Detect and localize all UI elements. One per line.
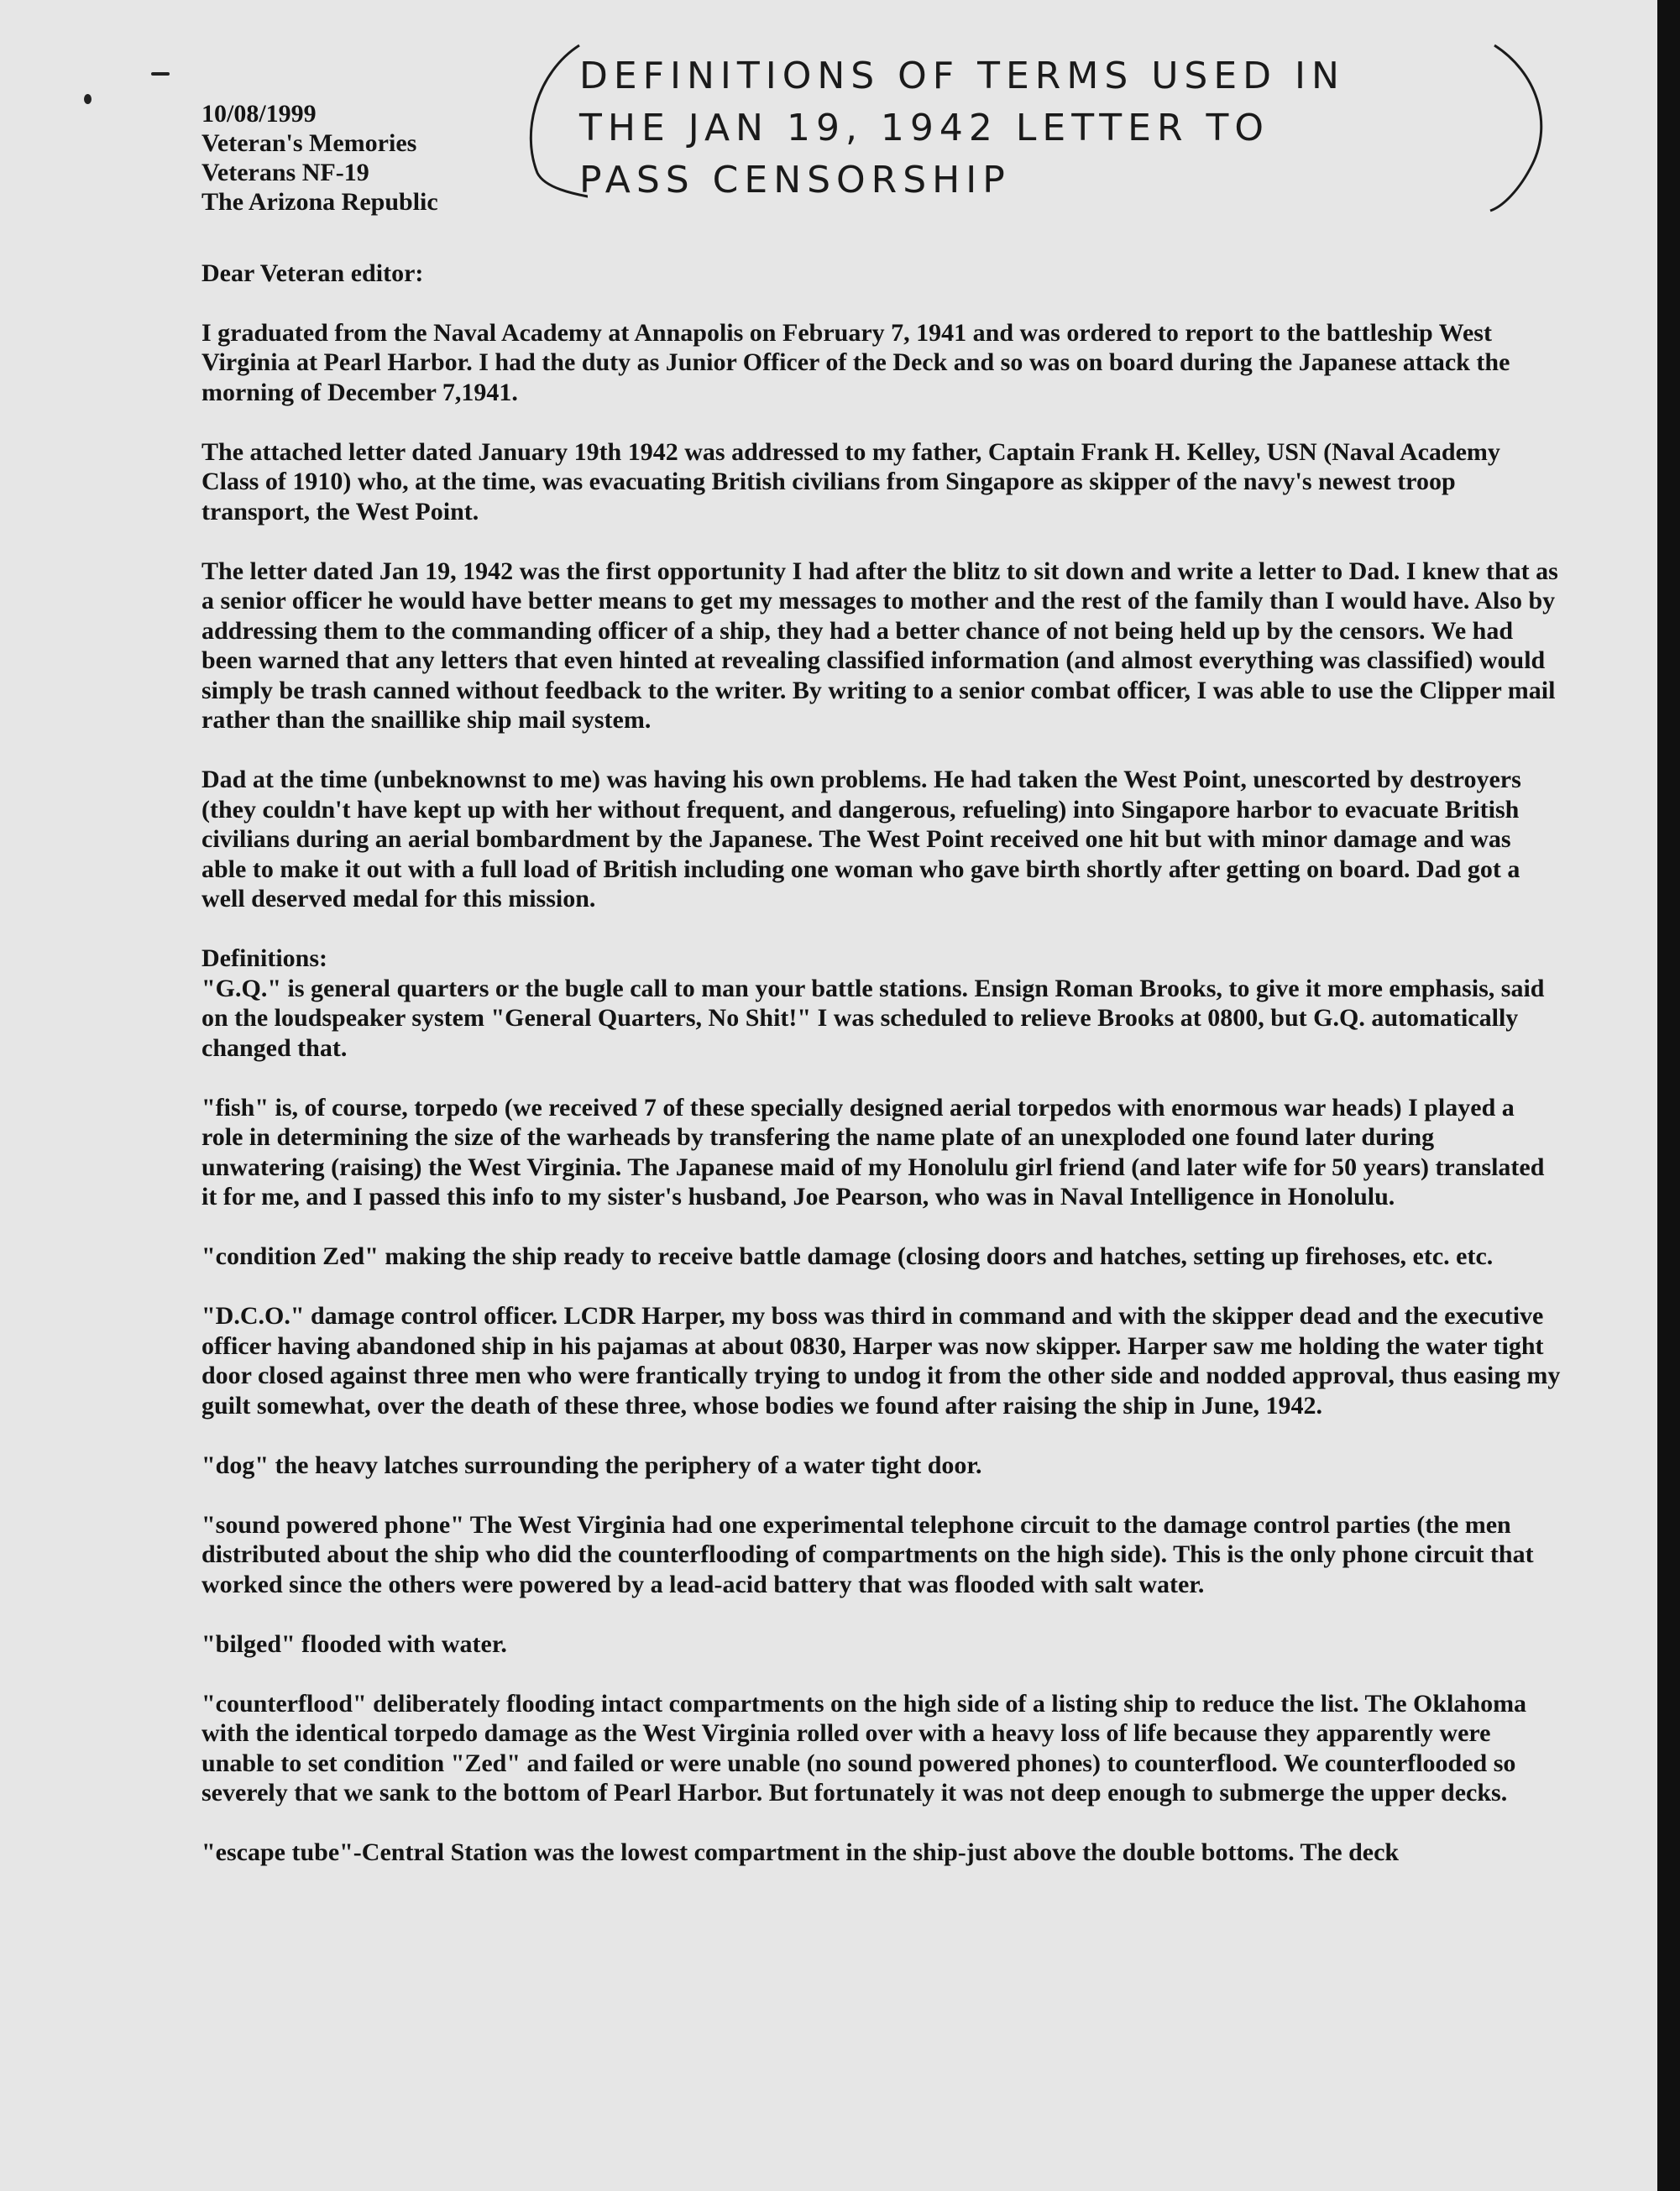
- definition-item: "dog" the heavy latches surrounding the periphery of a water tight door.: [201, 1451, 982, 1479]
- definition-item: "fish" is, of course, torpedo (we received 7 of these specially designed aerial torpedos with enormous war heads) I played a role in determining the size of the warheads by transfering the name plate of an unexploded one found later during unwatering (raising) the West Virginia. The Japanese maid of my Honolulu girl friend (and later wife for 50 years) translated it for me, and I passed this info to my sister's husband, Joe Pearson, who was in Naval Intelligence in Honolulu.: [201, 1093, 1545, 1211]
- header-line: Veterans NF-19: [201, 159, 369, 186]
- definition-item: "condition Zed" making the ship ready to receive battle damage (closing doors and hatches, setting up firehoses, etc. etc.: [201, 1242, 1494, 1270]
- handwritten-line: DEFINITIONS OF TERMS USED IN: [579, 55, 1345, 97]
- definition-item: "counterflood" deliberately flooding intact compartments on the high side of a listing ship to reduce the list. The Oklahoma with the identical torpedo damage as the West Virginia rolled over with a heavy loss of life because they apparently were unable to set condition "Zed" and failed or were unable (no sound powered phones) to counterflood. We counterflooded so severely that we sank to the bottom of Pearl Harbor. But fortunately it was not deep enough to submerge the upper decks.: [201, 1689, 1527, 1807]
- definition-item: "D.C.O." damage control officer. LCDR Harper, my boss was third in command and with the skipper dead and the executive officer having abandoned ship in his pajamas at about 0830, Harper was now skipper. Harper saw me holding the water tight door closed against three men who were frantically trying to undog it from the other side and nodded approval, thus easing my guilt somewhat, over the death of these three, whose bodies we found after raising the ship in June, 1942.: [201, 1302, 1561, 1420]
- margin-speck: [84, 94, 92, 104]
- handwritten-text: [579, 50, 1345, 207]
- definition-item: "bilged" flooded with water.: [201, 1629, 507, 1658]
- header-line: The Arizona Republic: [201, 188, 438, 216]
- handwritten-note: [521, 39, 1545, 215]
- header-block: [201, 99, 438, 217]
- handwritten-line: THE JAN 19, 1942 LETTER TO: [579, 107, 1270, 149]
- salutation: Dear Veteran editor:: [201, 259, 424, 287]
- left-parenthesis: [521, 39, 588, 215]
- definitions-heading: Definitions:: [201, 944, 327, 972]
- margin-speck: [151, 72, 170, 76]
- header-date: 10/08/1999: [201, 100, 317, 128]
- scan-edge: [1657, 0, 1680, 2191]
- definition-item: "escape tube"-Central Station was the lowest compartment in the ship-just above the double bottoms. The deck: [201, 1838, 1400, 1866]
- definition-item: "G.Q." is general quarters or the bugle call to man your battle stations. Ensign Roman Brooks, to give it more emphasis, said on the loudspeaker system "General Quarters, No Shit!" I was scheduled to relieve Brooks at 0800, but G.Q. automatically changed that.: [201, 974, 1545, 1062]
- body-paragraph: The letter dated Jan 19, 1942 was the first opportunity I had after the blitz to sit down and write a letter to Dad. I knew that as a senior officer he would have better means to get my messages to mother and the rest of the family than I would have. Also by addressing them to the commanding officer of a ship, they had a better chance of not being held up by the censors. We had been warned that any letters that even hinted at revealing classified information (and almost everything was classified) would simply be trash canned without feedback to the writer. By writing to a senior combat officer, I was able to use the Clipper mail rather than the snaillike ship mail system.: [201, 557, 1558, 734]
- handwritten-line: PASS CENSORSHIP: [579, 159, 1011, 201]
- letter-body: [201, 259, 1562, 1897]
- right-parenthesis: [1486, 39, 1553, 215]
- body-paragraph: I graduated from the Naval Academy at Annapolis on February 7, 1941 and was ordered to report to the battleship West Virginia at Pearl Harbor. I had the duty as Junior Officer of the Deck and so was on board during the Japanese attack the morning of December 7,1941.: [201, 318, 1510, 406]
- body-paragraph: The attached letter dated January 19th 1942 was addressed to my father, Captain Frank H. Kelley, USN (Naval Academy Class of 1910) who, at the time, was evacuating British civilians from Singapore as skipper of the navy's newest troop transport, the West Point.: [201, 437, 1500, 526]
- body-paragraph: Dad at the time (unbeknownst to me) was having his own problems. He had taken the West Point, unescorted by destroyers (they couldn't have kept up with her without frequent, and dangerous, refueling) into Singapore harbor to evacuate British civilians during an aerial bombardment by the Japanese. The West Point received one hit but with minor damage and was able to make it out with a full load of British including one woman who gave birth shortly after getting on board. Dad got a well deserved medal for this mission.: [201, 766, 1521, 912]
- header-line: Veteran's Memories: [201, 129, 417, 157]
- definition-item: "sound powered phone" The West Virginia had one experimental telephone circuit to the damage control parties (the men distributed about the ship who did the counterflooding of compartments on the high side). This is the only phone circuit that worked since the others were powered by a lead-acid battery that was flooded with salt water.: [201, 1510, 1534, 1598]
